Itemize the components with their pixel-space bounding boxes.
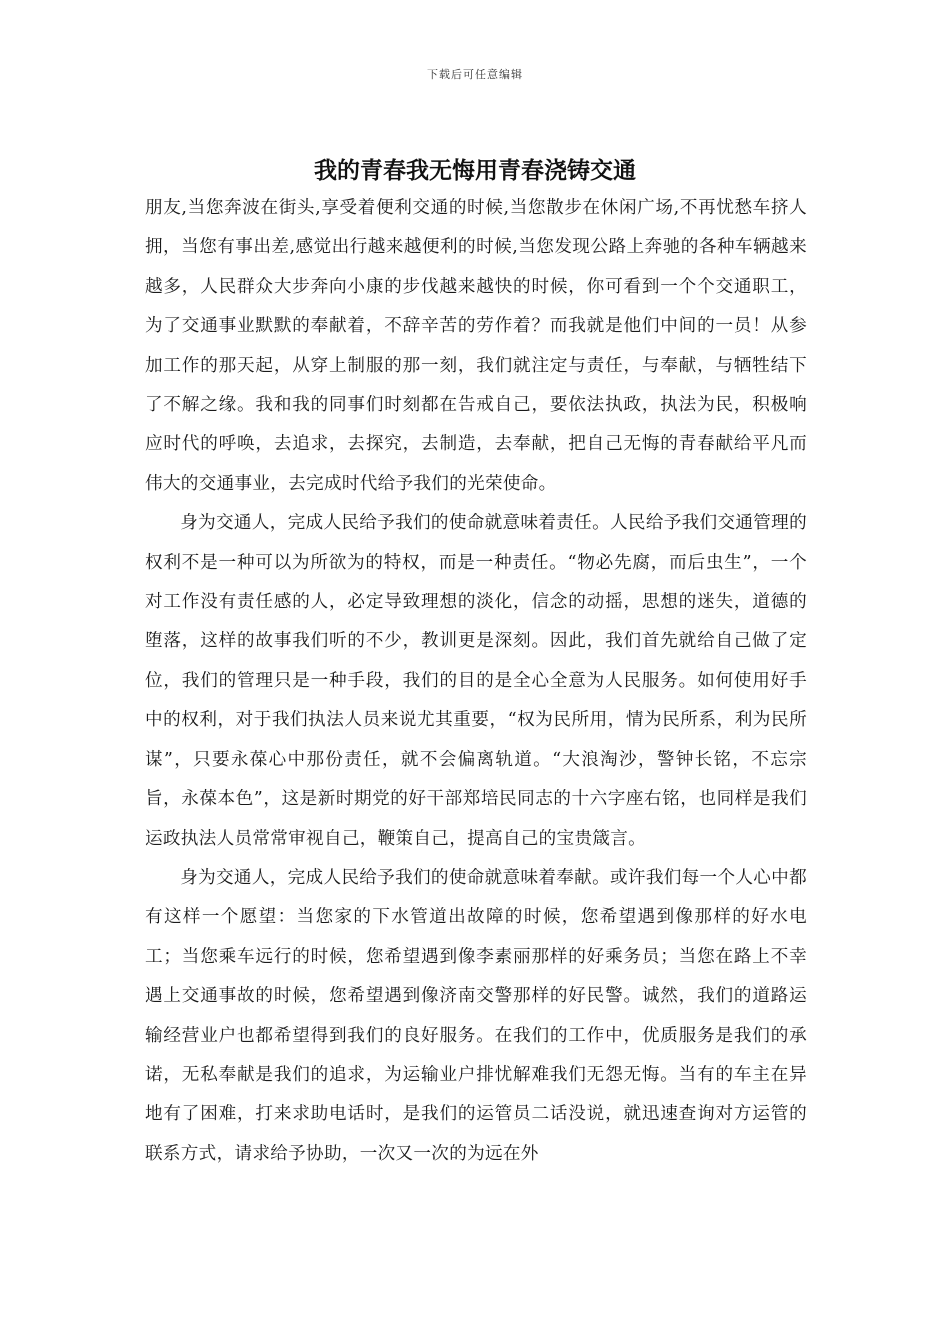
- paragraph-1: 朋友,当您奔波在街头,享受着便利交通的时候,当您散步在休闲广场,不再忧愁车挤人拥，当您有事出差,感觉出行越来越便利的时候,当您发现公路上奔驰的各种车辆越来越多，人民群众大步奔向小康的步伐越来越快的时候，你可看到一个个交通职工，为了交通事业默默的奉献着，不辞辛苦的劳作着？而我就是他们中间的一员！从参加工作的那天起，从穿上制服的那一刻，我们就注定与责任，与奉献，与牺牲结下了不解之缘。我和我的同事们时刻都在告戒自己，要依法执政，执法为民，积极响应时代的呼唤，去追求，去探究，去制造，去奉献，把自己无悔的青春献给平凡而伟大的交通事业，去完成时代给予我们的光荣使命。: [145, 198, 807, 494]
- paragraph-2: 身为交通人，完成人民给予我们的使命就意味着责任。人民给予我们交通管理的权利不是一种可以为所欲为的特权，而是一种责任。“物必先腐，而后虫生”，一个对工作没有责任感的人，必定导致理想的淡化，信念的动摇，思想的迷失，道德的堕落，这样的故事我们听的不少，教训更是深刻。因此，我们首先就给自己做了定位，我们的管理只是一种手段，我们的目的是全心全意为人民服务。如何使用好手中的权利，对于我们执法人员来说尤其重要，“权为民所用，情为民所系，利为民所谋”，只要永葆心中那份责任，就不会偏离轨道。“大浪淘沙，警钟长铭，不忘宗旨，永葆本色”，这是新时期党的好干部郑培民同志的十六字座右铭，也同样是我们运政执法人员常常审视自己，鞭策自己，提高自己的宝贵箴言。: [145, 513, 807, 849]
- paragraph-3: 身为交通人，完成人民给予我们的使命就意味着奉献。或许我们每一个人心中都有这样一个愿望：当您家的下水管道出故障的时候，您希望遇到像那样的好水电工；当您乘车远行的时候，您希望遇到像李素丽那样的好乘务员；当您在路上不幸遇上交通事故的时候，您希望遇到像济南交警那样的好民警。诚然，我们的道路运输经营业户也都希望得到我们的良好服务。在我们的工作中，优质服务是我们的承诺，无私奉献是我们的追求，为运输业户排忧解难我们无怨无悔。当有的车主在异地有了困难，打来求助电话时，是我们的运管员二话没说，就迅速查询对方运管的联系方式，请求给予协助，一次又一次的为远在外: [145, 867, 807, 1164]
- document-title: 我的青春我无悔用青春浇铸交通: [314, 157, 636, 184]
- document-body: [145, 189, 807, 1174]
- header-note: 下载后可任意编辑: [427, 68, 523, 81]
